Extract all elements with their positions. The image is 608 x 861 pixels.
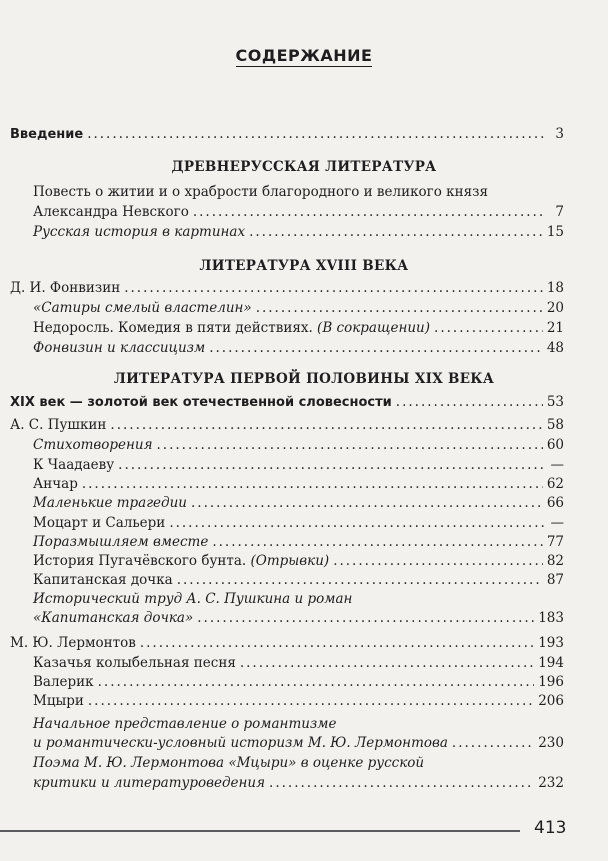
toc-entry-label-main: История Пугачёвского бунта.	[33, 553, 247, 569]
leader-dots	[88, 691, 534, 711]
leader-dots	[98, 672, 535, 692]
toc-entry-label-note: (В сокращении)	[317, 320, 431, 336]
toc-entry	[33, 608, 564, 628]
toc-entry	[33, 435, 564, 455]
section-heading: ЛИТЕРАТУРА XVIII ВЕКА	[199, 258, 409, 274]
toc-entry	[33, 493, 564, 513]
toc-entry	[33, 532, 564, 552]
toc-entry-page: 183	[538, 610, 564, 626]
toc-entry-label	[33, 551, 329, 571]
toc-entry	[33, 222, 564, 242]
toc-entry-label	[33, 318, 430, 338]
leader-dots	[452, 733, 534, 753]
leader-dots	[118, 455, 546, 475]
toc-entry	[33, 513, 564, 533]
leader-dots	[212, 532, 542, 552]
section-heading: ЛИТЕРАТУРА ПЕРВОЙ ПОЛОВИНЫ XIX ВЕКА	[113, 371, 495, 387]
toc-entry	[33, 455, 564, 475]
toc-entry-page: 18	[546, 280, 564, 296]
leader-dots	[249, 222, 543, 242]
leader-dots	[140, 633, 534, 653]
toc-entry-label: Д. И. Фонвизин	[10, 280, 121, 296]
toc-entry	[10, 392, 564, 412]
toc-entry	[33, 338, 564, 358]
toc-entry-label: Фонвизин и классицизм	[33, 340, 206, 356]
leader-dots	[191, 493, 543, 513]
toc-entry-label: Поразмышляем вместе	[33, 534, 209, 550]
toc-entry	[33, 570, 564, 590]
page-number: 413	[534, 818, 567, 838]
toc-entry-label: Моцарт и Сальери	[33, 515, 166, 531]
toc-entry-page: 60	[546, 437, 564, 453]
toc-entry-label: Введение	[10, 127, 84, 142]
toc-entry	[33, 318, 564, 338]
toc-entry-label: Мцыри	[33, 693, 84, 709]
toc-entry-label: А. С. Пушкин	[10, 417, 107, 433]
toc-entry	[33, 202, 564, 222]
toc-entry-page: 66	[546, 495, 564, 511]
toc-entry-label: Капитанская дочка	[33, 572, 173, 588]
toc-entry-page: 21	[546, 320, 564, 336]
section-heading: ДРЕВНЕРУССКАЯ ЛИТЕРАТУРА	[171, 159, 437, 175]
toc-entry-label: Маленькие трагедии	[33, 495, 187, 511]
toc-entry-label: критики и литературоведения	[33, 775, 266, 791]
toc-entry-label: Анчар	[33, 476, 78, 492]
leader-dots	[197, 608, 534, 628]
toc-entry-page: —	[550, 457, 564, 473]
toc-entry-label: и романтически-условный историзм М. Ю. Лермонтова	[33, 735, 448, 751]
toc-entry-label: «Капитанская дочка»	[33, 610, 194, 626]
leader-dots	[434, 318, 543, 338]
toc-entry-page: 7	[555, 204, 564, 220]
leader-dots	[256, 298, 543, 318]
leader-dots	[157, 435, 543, 455]
toc-entry	[33, 551, 564, 571]
toc-entry-page: 206	[538, 693, 564, 709]
toc-entry-label: К Чаадаеву	[33, 457, 115, 473]
toc-entry-line: Повесть о житии и о храбрости благородного и великого князя	[33, 184, 488, 200]
toc-entry-page: 53	[546, 394, 564, 410]
leader-dots	[269, 773, 534, 793]
leader-dots	[240, 653, 534, 673]
toc-entry	[33, 653, 564, 673]
leader-dots	[110, 415, 542, 435]
toc-entry-page: 20	[546, 300, 564, 316]
toc-entry-label: Стихотворения	[33, 437, 153, 453]
toc-entry-page: 62	[546, 476, 564, 492]
leader-dots	[193, 202, 546, 222]
toc-entry	[33, 474, 564, 494]
leader-dots	[82, 474, 543, 494]
toc-entry-page: —	[550, 515, 564, 531]
page-title: СОДЕРЖАНИЕ	[235, 46, 373, 65]
toc-entry	[33, 773, 564, 793]
toc-entry-page: 48	[546, 340, 564, 356]
toc-entry-label: М. Ю. Лермонтов	[10, 635, 136, 651]
leader-dots	[209, 338, 543, 358]
toc-entry-line: Начальное представление о романтизме	[33, 716, 337, 732]
toc-entry-page: 87	[546, 572, 564, 588]
toc-entry	[33, 672, 564, 692]
toc-entry-label: Александра Невского	[33, 204, 189, 220]
toc-entry-page: 58	[546, 417, 564, 433]
toc-entry-page: 193	[538, 635, 564, 651]
toc-entry-page: 82	[546, 553, 564, 569]
toc-entry-page: 196	[538, 674, 564, 690]
toc-entry	[33, 298, 564, 318]
toc-entry	[10, 633, 564, 653]
toc-entry	[10, 124, 564, 144]
toc-entry-label: Казачья колыбельная песня	[33, 655, 236, 671]
toc-entry	[10, 278, 564, 298]
leader-dots	[87, 124, 546, 144]
toc-entry-label: XIX век — золотой век отечественной словесности	[10, 395, 392, 410]
toc-entry-label-main: Недоросль. Комедия в пяти действиях.	[33, 320, 313, 336]
toc-entry-page: 194	[538, 655, 564, 671]
toc-entry	[10, 415, 564, 435]
toc-entry-page: 77	[546, 534, 564, 550]
toc-entry-page: 232	[538, 775, 564, 791]
leader-dots	[124, 278, 543, 298]
toc-entry-page: 15	[546, 224, 564, 240]
toc-entry-label: Валерик	[33, 674, 94, 690]
toc-entry	[33, 733, 564, 753]
leader-dots	[177, 570, 543, 590]
toc-entry-label: «Сатиры смелый властелин»	[33, 300, 252, 316]
toc-entry-page: 230	[538, 735, 564, 751]
toc-entry-line: Поэма М. Ю. Лермонтова «Мцыри» в оценке русской	[33, 755, 425, 771]
footer-rule	[0, 830, 520, 832]
toc-entry-label: Русская история в картинах	[33, 224, 246, 240]
leader-dots	[333, 551, 543, 571]
toc-entry	[33, 691, 564, 711]
leader-dots	[169, 513, 546, 533]
toc-entry-label-note: (Отрывки)	[250, 553, 330, 569]
toc-entry-page: 3	[555, 126, 564, 142]
toc-entry-line: Исторический труд А. С. Пушкина и роман	[33, 591, 353, 607]
leader-dots	[396, 392, 543, 412]
